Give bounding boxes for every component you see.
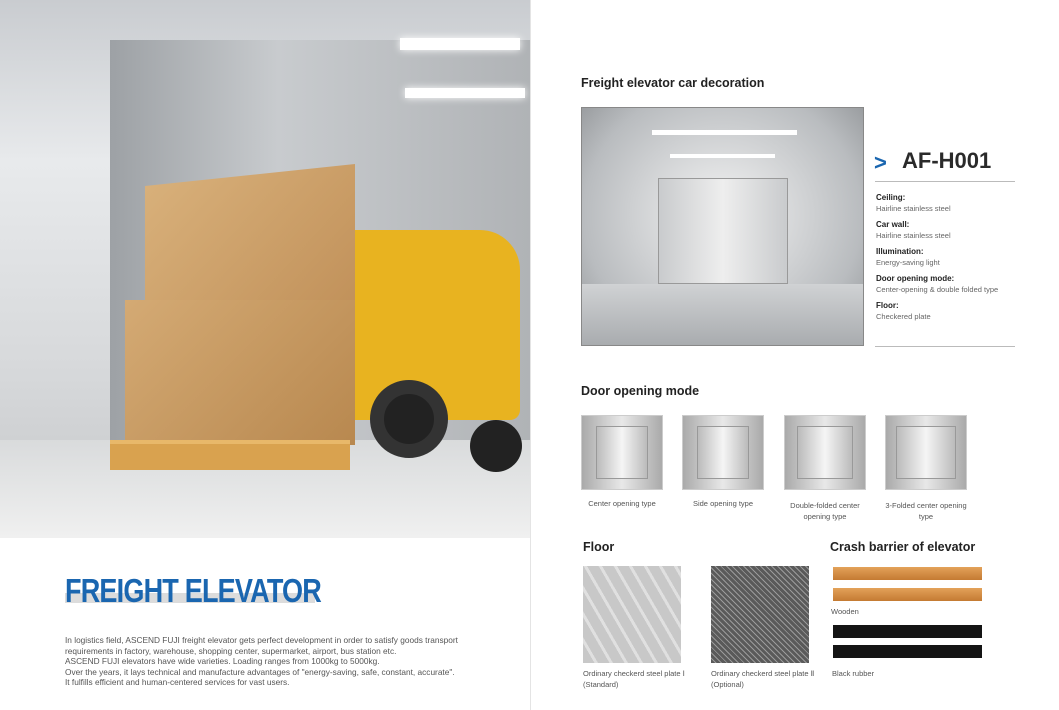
- floor-caption-line: Ordinary checkerd steel plate Ⅰ: [583, 669, 685, 678]
- divider: [875, 181, 1015, 182]
- door-side-opening-image: [682, 415, 764, 490]
- door-double-folded-image: [784, 415, 866, 490]
- door-center-opening-image: [581, 415, 663, 490]
- car-decoration-heading: Freight elevator car decoration: [581, 76, 765, 90]
- floor-caption-line: (Optional): [711, 680, 744, 689]
- car-interior-image: [581, 107, 864, 346]
- door-caption: Center opening type: [588, 499, 656, 508]
- spec-label: Floor:: [876, 301, 899, 310]
- page-divider: [530, 0, 531, 710]
- intro-line: In logistics field, ASCEND FUJI freight elevator gets perfect development in order to satisfy goods transport: [65, 635, 458, 645]
- spec-value: Hairline stainless steel: [876, 231, 951, 240]
- spec-value: Checkered plate: [876, 312, 931, 321]
- spec-value: Center-opening & double folded type: [876, 285, 999, 294]
- checkered-plate-optional-image: [711, 566, 809, 663]
- floor-caption: [711, 668, 814, 690]
- intro-line: It fulfills efficient and human-centered services for vast users.: [65, 677, 290, 687]
- spec-label: Door opening mode:: [876, 274, 955, 283]
- door-caption: 3-Folded center opening type: [885, 501, 967, 521]
- spec-label: Illumination:: [876, 247, 924, 256]
- door-mode-heading: Door opening mode: [581, 384, 700, 398]
- page-title: FREIGHT ELEVATOR: [65, 572, 321, 609]
- floor-caption: [583, 668, 685, 690]
- car-door: [658, 178, 788, 284]
- forklift-wheel: [470, 420, 522, 472]
- ceiling-light: [652, 130, 797, 135]
- ceiling-light: [670, 154, 775, 158]
- intro-line: ASCEND FUJI elevators have wide varieties. Loading ranges from 1000kg to 5000kg.: [65, 656, 380, 666]
- floor-caption-line: (Standard): [583, 680, 619, 689]
- car-floor: [582, 284, 863, 345]
- model-code: AF-H001: [902, 148, 992, 173]
- spec-list: [876, 186, 998, 321]
- rubber-caption: Black rubber: [832, 669, 875, 678]
- spec-value: Hairline stainless steel: [876, 204, 951, 213]
- rubber-barrier-image: [833, 645, 982, 658]
- ceiling-light: [405, 88, 525, 98]
- intro-line: Over the years, it lays technical and manufacture advantages of "energy-saving, safe, constant, accurate".: [65, 666, 455, 677]
- floor-heading: Floor: [583, 540, 615, 554]
- checkered-plate-standard-image: [583, 566, 681, 663]
- rubber-barrier-image: [833, 625, 982, 638]
- spec-value: Energy-saving light: [876, 258, 940, 267]
- wooden-barrier-image: [833, 567, 982, 580]
- intro-text: [65, 635, 458, 688]
- door-caption: Side opening type: [692, 499, 754, 508]
- floor-caption-line: Ordinary checkerd steel plate Ⅱ: [711, 669, 815, 678]
- forklift-wheel: [370, 380, 448, 458]
- forklift-elevator-photo: [0, 0, 530, 538]
- spec-label: Car wall:: [876, 220, 910, 229]
- divider: [875, 346, 1015, 347]
- ceiling-light: [400, 38, 520, 50]
- wooden-caption: Wooden: [831, 607, 859, 616]
- wooden-barrier-image: [833, 588, 982, 601]
- arrow-icon: >: [874, 150, 887, 175]
- crash-barrier-heading: Crash barrier of elevator: [830, 540, 976, 554]
- spec-label: Ceiling:: [876, 193, 906, 202]
- door-caption: Double-folded center opening type: [790, 501, 860, 521]
- cardboard-box: [125, 300, 355, 445]
- intro-line: requirements in factory, warehouse, shopping center, supermarket, airport, bus station etc.: [65, 645, 397, 656]
- pallet: [110, 440, 350, 470]
- door-three-folded-image: [885, 415, 967, 490]
